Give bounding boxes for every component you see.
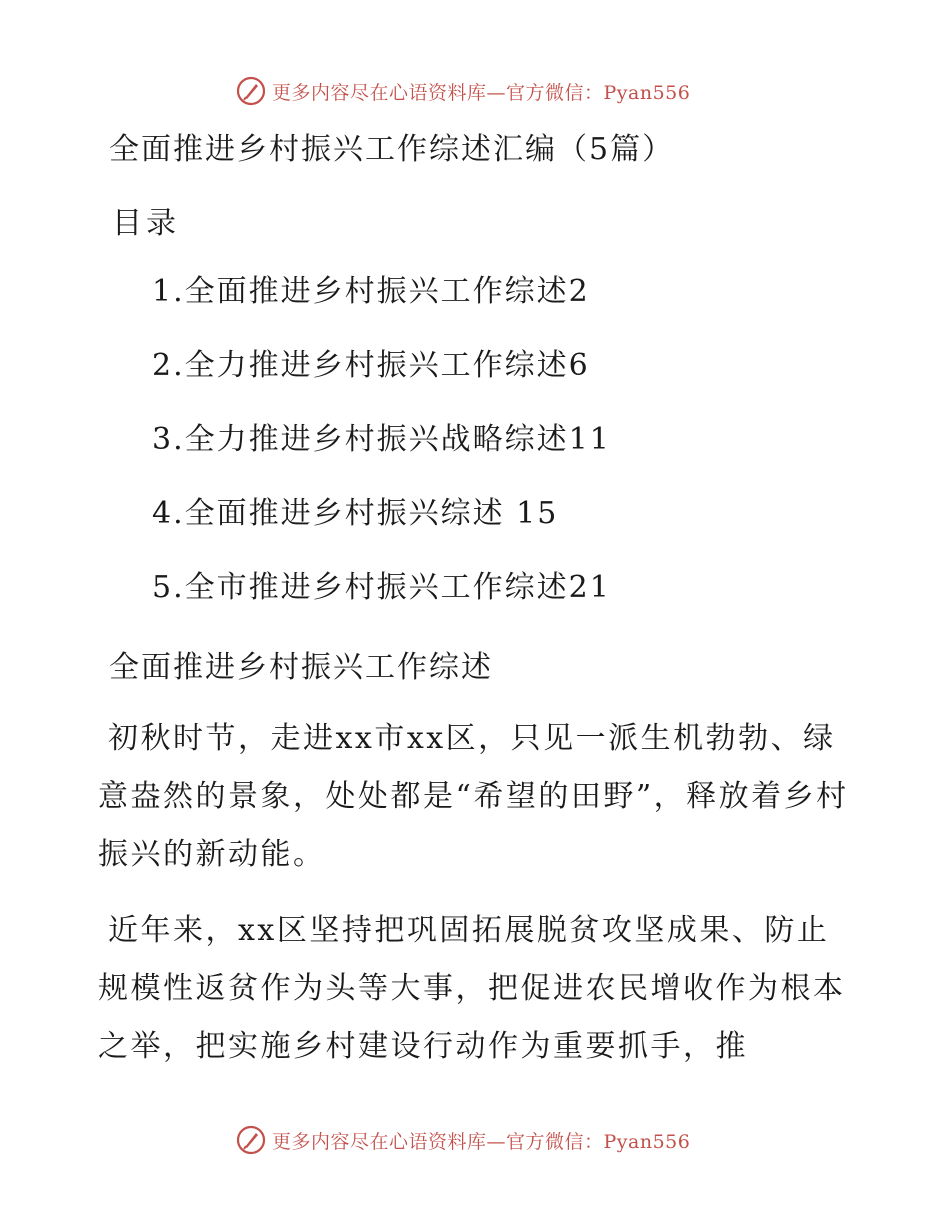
- toc-heading: 目录: [112, 206, 180, 241]
- toc-item: 2.全力推进乡村振兴工作综述6: [152, 348, 590, 383]
- footer-watermark: [236, 1124, 690, 1156]
- watermark-text: 更多内容尽在心语资料库—官方微信：Pyan556: [272, 1130, 691, 1153]
- section-heading: 全面推进乡村振兴工作综述: [109, 650, 493, 685]
- quill-pen-logo-icon: [236, 1125, 266, 1155]
- toc-item: 4.全面推进乡村振兴综述 15: [152, 496, 559, 531]
- quill-pen-logo-icon: [236, 76, 266, 106]
- body-paragraph: 近年来，xx区坚持把巩固拓展脱贫攻坚成果、防止规模性返贫作为头等大事，把促进农民增收作为根本之举，把实施乡村建设行动作为重要抓手，推: [98, 913, 846, 1064]
- body-paragraph: 初秋时节，走进xx市xx区，只见一派生机勃勃、绿意盎然的景象，处处都是“希望的田野”，释放着乡村振兴的新动能。: [98, 721, 849, 872]
- toc-item: 1.全面推进乡村振兴工作综述2: [152, 274, 590, 309]
- table-of-contents: [152, 272, 611, 642]
- watermark-text: 更多内容尽在心语资料库—官方微信：Pyan556: [272, 81, 691, 104]
- header-watermark: [236, 75, 690, 107]
- document-title: 全面推进乡村振兴工作综述汇编（5篇）: [109, 132, 675, 167]
- toc-item: 3.全力推进乡村振兴战略综述11: [152, 422, 611, 457]
- toc-item: 5.全市推进乡村振兴工作综述21: [152, 570, 611, 605]
